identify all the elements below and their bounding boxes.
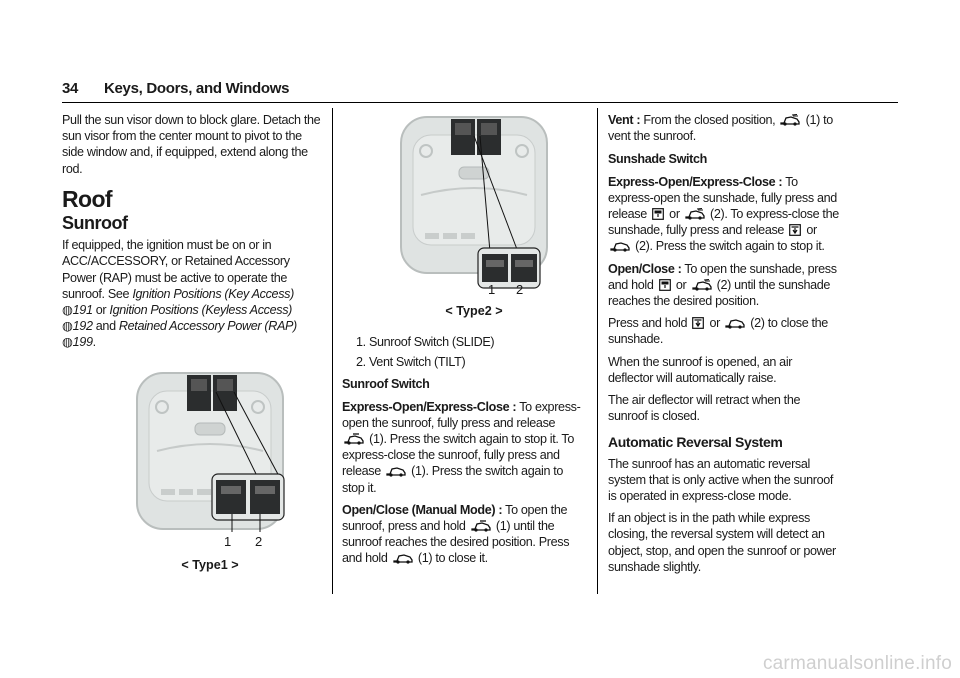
manual-text-1: To open the sunroof, press and hold xyxy=(342,502,568,534)
sunshade-express-text-3: (2). Press the switch again to stop it. xyxy=(635,239,825,254)
sunroof-switch-label: Sunroof Switch xyxy=(342,377,430,392)
vent-text-1: From the closed position, xyxy=(643,113,776,127)
sunroof-close-icon xyxy=(725,317,745,329)
watermark: carmanualsonline.info xyxy=(762,653,952,674)
console-illustration-type1 xyxy=(130,368,290,554)
type2-figure xyxy=(394,112,554,303)
openclose-label: Open/Close : xyxy=(608,261,682,276)
console-illustration-type2 xyxy=(394,112,554,298)
sunshade-openclose-paragraph xyxy=(608,261,840,310)
express-label: Express-Open/Express-Close : xyxy=(342,399,517,414)
type1-figure xyxy=(130,368,290,559)
ref-key-access[interactable]: Ignition Positions (Key Access) xyxy=(132,286,294,301)
manual-paragraph xyxy=(342,502,582,567)
openclose-text-1: To open the sunshade, press and hold xyxy=(608,261,837,292)
sunroof-close-icon xyxy=(386,465,406,477)
section-title: Keys, Doors, and Windows xyxy=(103,80,290,97)
type2-caption: < Type2 > xyxy=(445,304,503,318)
ref-keyless-access-page[interactable]: 192 xyxy=(72,319,93,334)
sunshade-close-icon xyxy=(692,317,704,329)
header-rule xyxy=(62,102,898,103)
or-text: or xyxy=(675,277,687,292)
vent-label: Vent : xyxy=(608,113,641,127)
sunroof-open-icon xyxy=(471,520,491,532)
ref-keyless-access[interactable]: Ignition Positions (Keyless Access) xyxy=(109,303,292,318)
sunshade-open-icon xyxy=(652,208,664,220)
column-divider-1 xyxy=(332,108,333,594)
auto-reversal-heading: Automatic Reversal System xyxy=(608,434,783,451)
callout-2: 2 xyxy=(255,534,263,549)
deflector-paragraph-1: When the sunroof is opened, an air deflector will automatically raise. xyxy=(608,354,793,385)
sunroof-close-icon xyxy=(393,552,413,564)
or-text: or xyxy=(95,303,107,318)
page-ref-arrow-icon: ◍ xyxy=(62,335,73,350)
ignition-text: If equipped, the ignition must be on or in ACC/ACCESSORY, or Retained Accessory Power (RAP) must be active to operate the sunroof. See xyxy=(62,238,290,301)
ref-key-access-page[interactable]: 191 xyxy=(72,303,93,318)
list-item: 2. Vent Switch (TILT) xyxy=(356,355,466,370)
manual-text-2: (1) until the sunroof reaches the desired position. Press and hold xyxy=(342,519,570,566)
column-divider-2 xyxy=(597,108,598,594)
vent-paragraph xyxy=(608,112,840,144)
sunroof-vent-icon xyxy=(685,208,705,220)
press-hold-text-1: Press and hold xyxy=(608,316,688,331)
ignition-paragraph: If equipped, the ignition must be on or in ACC/ACCESSORY, or Retained Accessory Power (RAP) must be active to operate the sunroof. See Ignition Positions (Key Access) ◍191 or Ignition Positions (Keyless Access) ◍192 and Retained Accessory Power (RAP) ◍199. xyxy=(62,238,297,350)
vent-text-2: (1) to vent the sunroof. xyxy=(608,113,833,144)
express-text-3: (1). Press the switch again to stop it. xyxy=(342,464,564,495)
page-number: 34 xyxy=(62,80,79,97)
callout-2: 2 xyxy=(516,282,524,297)
sunshade-express-paragraph xyxy=(608,174,840,255)
deflector-paragraph-2: The air deflector will retract when the sunroof is closed. xyxy=(608,393,801,424)
sunroof-heading: Sunroof xyxy=(62,213,128,234)
page-ref-arrow-icon: ◍ xyxy=(62,303,73,318)
express-paragraph xyxy=(342,399,582,496)
column-2 xyxy=(342,334,582,567)
type1-caption: < Type1 > xyxy=(181,558,239,572)
or-text: or xyxy=(806,223,817,238)
sunroof-open-icon xyxy=(344,433,364,445)
express-label: Express-Open/Express-Close : xyxy=(608,174,783,189)
press-hold-text-2: (2) to close the sunshade. xyxy=(608,316,828,347)
auto-reversal-paragraph-1: The sunroof has an automatic reversal system that is only active when the sunroof is operated in express-close mode. xyxy=(608,456,834,504)
sunshade-express-text-1: To express-open the sunshade, fully press and release xyxy=(608,174,837,222)
ref-rap[interactable]: Retained Accessory Power (RAP) xyxy=(118,319,297,334)
sunroof-vent-icon xyxy=(780,114,800,126)
auto-reversal-paragraph-2: If an object is in the path while express closing, the reversal system will detect an object, stop, and open the sunroof or power sunshade slightly. xyxy=(608,511,836,574)
express-text-2: (1). Press the switch again to stop it. To express-close the sunroof, fully press and release xyxy=(342,432,575,479)
or-text: or xyxy=(669,207,680,222)
ref-rap-page[interactable]: 199 xyxy=(72,335,93,350)
column-3 xyxy=(608,112,840,575)
roof-heading: Roof xyxy=(62,185,112,212)
page-ref-arrow-icon: ◍ xyxy=(62,319,73,334)
column-1 xyxy=(62,112,324,351)
press-hold-paragraph xyxy=(608,315,840,347)
sunroof-close-icon xyxy=(610,240,630,252)
manual-text-3: (1) to close it. xyxy=(417,551,488,566)
sunshade-open-icon xyxy=(659,279,671,291)
callout-1: 1 xyxy=(224,534,232,549)
visor-paragraph: Pull the sun visor down to block glare. Detach the sun visor from the center mount to pivot to the side window and, if equipped, extend along the rod. xyxy=(62,113,321,176)
and-text: and xyxy=(95,319,116,334)
manual-label: Open/Close (Manual Mode) : xyxy=(342,502,503,517)
page-header xyxy=(62,80,289,97)
express-text-1: To express-open the sunroof, fully press and release xyxy=(342,399,581,430)
list-item: 1. Sunroof Switch (SLIDE) xyxy=(356,335,495,349)
sunshade-switch-label: Sunshade Switch xyxy=(608,152,708,167)
sunshade-close-icon xyxy=(789,224,801,236)
sunroof-vent-icon xyxy=(692,279,712,291)
openclose-text-2: (2) until the sunshade reaches the desired position. xyxy=(608,277,831,309)
sunshade-express-text-2: (2). To express-close the sunshade, fully press and release xyxy=(608,207,839,238)
callout-1: 1 xyxy=(488,282,496,297)
or-text: or xyxy=(709,316,720,331)
